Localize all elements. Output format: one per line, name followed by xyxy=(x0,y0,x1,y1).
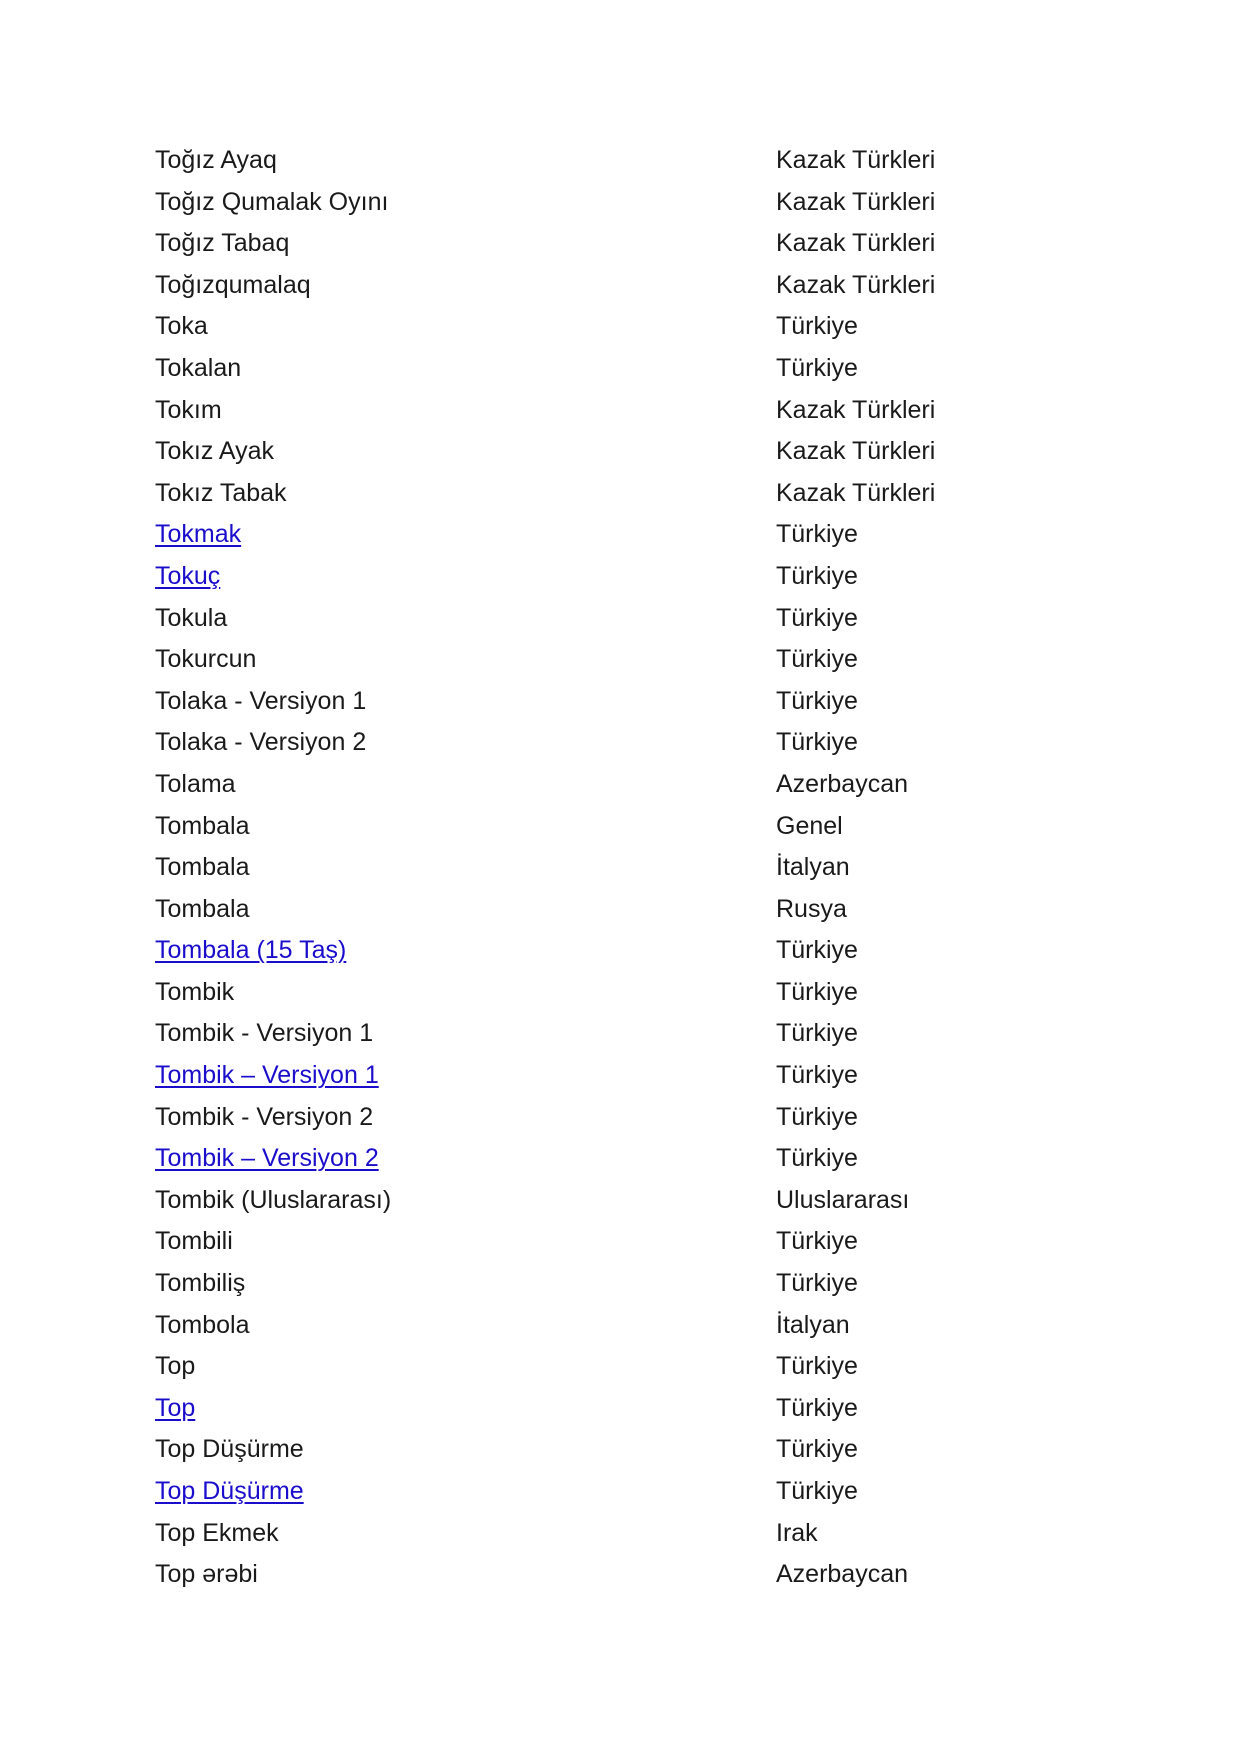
game-name: Tombik - Versiyon 2 xyxy=(155,1102,374,1131)
game-region: Türkiye xyxy=(776,1019,858,1048)
game-name: Tombik xyxy=(155,977,235,1006)
list-row xyxy=(0,522,1241,564)
game-region: İtalyan xyxy=(776,1310,850,1339)
game-region: Türkiye xyxy=(776,1061,858,1090)
game-region: Türkiye xyxy=(776,1477,858,1505)
list-row xyxy=(0,395,1241,440)
game-region: Türkiye xyxy=(776,312,858,341)
game-region: Türkiye xyxy=(776,603,858,632)
game-name: Tolama xyxy=(155,769,236,798)
game-region: Türkiye xyxy=(776,936,858,965)
game-region: Türkiye xyxy=(776,645,858,674)
list-row xyxy=(0,938,1241,980)
game-name-link[interactable]: Top xyxy=(155,1393,196,1422)
game-name: Top xyxy=(155,1352,196,1381)
game-region: Rusya xyxy=(776,894,847,923)
game-region: Türkiye xyxy=(776,1435,858,1464)
list-row xyxy=(0,1185,1241,1230)
list-row xyxy=(0,977,1241,1022)
game-name-link[interactable]: Top Düşürme xyxy=(155,1477,304,1505)
game-region: Kazak Türkleri xyxy=(776,146,936,174)
game-region: Kazak Türkleri xyxy=(776,187,936,216)
list-row xyxy=(0,811,1241,856)
list-row xyxy=(0,647,1241,689)
game-region: Türkiye xyxy=(776,1269,858,1298)
game-name-link[interactable]: Tombala (15 Taş) xyxy=(155,936,347,965)
list-row xyxy=(0,1393,1241,1438)
game-name: Tokalan xyxy=(155,353,242,382)
game-name-link[interactable]: Tokmak xyxy=(155,520,242,549)
list-row xyxy=(0,1271,1241,1313)
game-name: Toğız Ayaq xyxy=(155,146,277,174)
list-row xyxy=(0,1146,1241,1188)
game-region: Türkiye xyxy=(776,1102,858,1131)
list-row xyxy=(0,1354,1241,1396)
game-name: Toğız Qumalak Oyını xyxy=(155,187,389,216)
game-list xyxy=(0,148,1241,1604)
game-region: Azerbaycan xyxy=(776,1560,909,1589)
game-name: Tokız Ayak xyxy=(155,437,275,466)
game-name: Tolaka - Versiyon 1 xyxy=(155,686,367,715)
list-row xyxy=(0,769,1241,814)
list-row xyxy=(0,478,1241,523)
game-name: Tokız Tabak xyxy=(155,478,287,507)
game-name: Tokım xyxy=(155,395,222,424)
game-region: Türkiye xyxy=(776,520,858,549)
game-name: Tombola xyxy=(155,1310,250,1339)
game-name: Tombala xyxy=(155,811,250,840)
list-row xyxy=(0,1310,1241,1355)
game-name: Top Düşürme xyxy=(155,1435,304,1464)
game-region: Genel xyxy=(776,811,843,840)
game-region: Türkiye xyxy=(776,1393,858,1422)
list-row xyxy=(0,1229,1241,1271)
game-name: Toka xyxy=(155,312,208,341)
game-region: Türkiye xyxy=(776,1352,858,1381)
game-region: İtalyan xyxy=(776,853,850,882)
list-row xyxy=(0,1479,1241,1521)
game-region: Kazak Türkleri xyxy=(776,395,936,424)
list-row xyxy=(0,894,1241,939)
game-region: Irak xyxy=(776,1518,818,1547)
list-row xyxy=(0,187,1241,232)
list-row xyxy=(0,1518,1241,1563)
game-region: Kazak Türkleri xyxy=(776,437,936,466)
list-row xyxy=(0,314,1241,356)
list-row xyxy=(0,686,1241,731)
list-row xyxy=(0,353,1241,398)
game-name: Tombili xyxy=(155,1227,233,1256)
game-region: Türkiye xyxy=(776,1227,858,1256)
game-name: Toğızqumalaq xyxy=(155,270,311,299)
list-row xyxy=(0,1437,1241,1479)
game-region: Türkiye xyxy=(776,353,858,382)
game-region: Türkiye xyxy=(776,1144,858,1173)
game-name: Tombik (Uluslararası) xyxy=(155,1185,392,1214)
game-name: Tombik - Versiyon 1 xyxy=(155,1019,374,1048)
game-region: Türkiye xyxy=(776,728,858,757)
game-name-link[interactable]: Tombik – Versiyon 2 xyxy=(155,1144,379,1173)
game-name: Toğız Tabaq xyxy=(155,229,290,258)
list-row xyxy=(0,270,1241,315)
game-region: Türkiye xyxy=(776,561,858,590)
game-name: Tokurcun xyxy=(155,645,257,674)
list-row xyxy=(0,1021,1241,1063)
game-name: Top ərəbi xyxy=(155,1560,258,1589)
game-region: Uluslararası xyxy=(776,1185,910,1214)
list-row xyxy=(0,439,1241,481)
game-name: Tolaka - Versiyon 2 xyxy=(155,728,367,757)
list-row xyxy=(0,1102,1241,1147)
game-region: Türkiye xyxy=(776,686,858,715)
game-region: Azerbaycan xyxy=(776,769,909,798)
list-row xyxy=(0,231,1241,273)
game-name-link[interactable]: Tombik – Versiyon 1 xyxy=(155,1061,379,1090)
list-row xyxy=(0,603,1241,648)
game-name: Tombala xyxy=(155,853,250,882)
game-name-link[interactable]: Tokuç xyxy=(155,561,221,590)
game-region: Türkiye xyxy=(776,977,858,1006)
game-name: Top Ekmek xyxy=(155,1518,279,1547)
game-region: Kazak Türkleri xyxy=(776,478,936,507)
list-row xyxy=(0,148,1241,190)
list-row xyxy=(0,561,1241,606)
game-name: Tombiliş xyxy=(155,1269,246,1298)
game-region: Kazak Türkleri xyxy=(776,270,936,299)
list-row xyxy=(0,730,1241,772)
game-region: Kazak Türkleri xyxy=(776,229,936,258)
list-row xyxy=(0,1063,1241,1105)
game-name: Tombala xyxy=(155,894,250,923)
game-name: Tokula xyxy=(155,603,228,632)
list-row xyxy=(0,855,1241,897)
list-row xyxy=(0,1562,1241,1604)
